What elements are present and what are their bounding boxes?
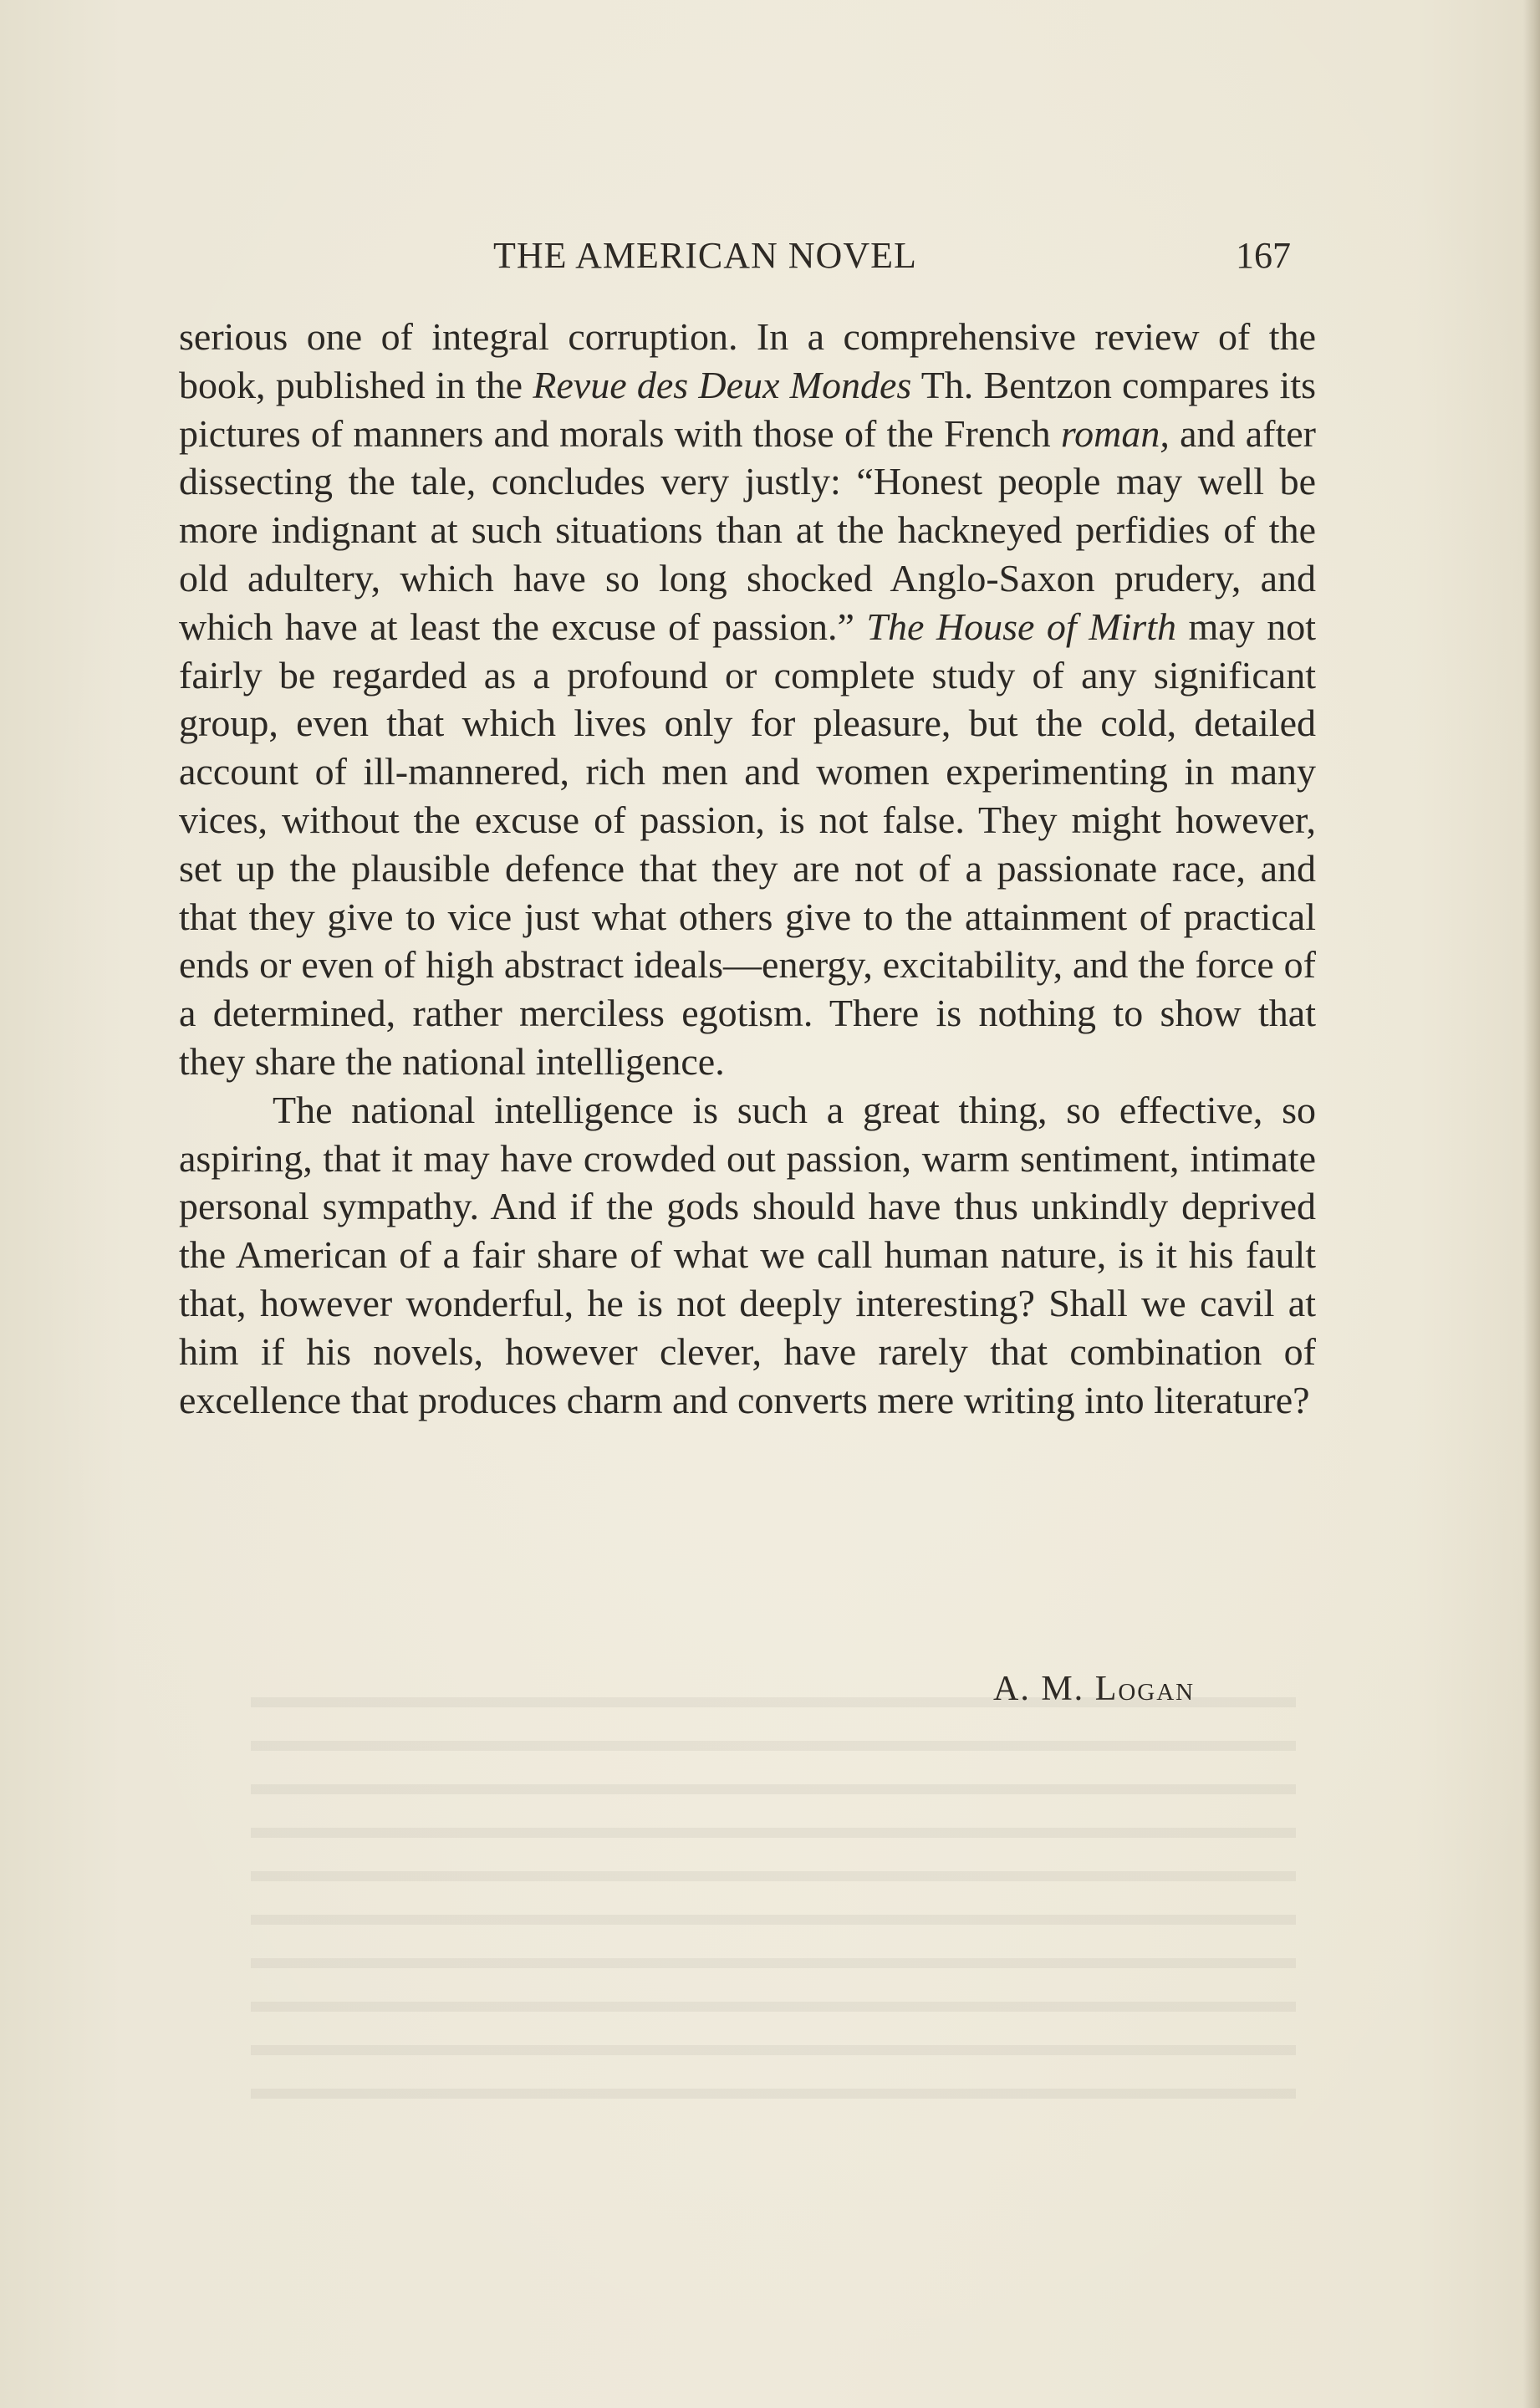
author-initials: A. M.: [993, 1670, 1085, 1708]
italic-title-house-of-mirth: The House of Mirth: [866, 605, 1176, 648]
show-through-texture: [251, 1664, 1296, 2099]
text-segment: The national intelligence is such a great thing, so effective, so aspiring, that it may have crowded out passion, warm sentiment, intimate personal sympathy. And if the gods should have thus unkindly deprived the American of a fair share of what we call human nature, is it his fault that, however wonderful, he is not deeply interesting? Shall we cavil at him if his novels, however clever, have rarely that combination of excellence that produces charm and converts mere writing into literature?: [179, 1088, 1316, 1421]
text-segment: and after dissecting the tale, concludes very justly: “Honest people may well be more indignant at such situations than at the hackneyed perfidies of the old adultery, which have so long shocked Anglo-Saxon prudery, and which have at least the excuse of passion.”: [179, 411, 1316, 648]
author-surname: Logan: [1094, 1670, 1196, 1708]
page-number: 167: [1236, 235, 1291, 276]
page-edge: [1523, 0, 1540, 2408]
text-segment: Th. Bentzon compares its pictures of manners and morals with those of the French: [179, 363, 1316, 455]
body-text: [179, 313, 1316, 1424]
running-head: THE AMERICAN NOVEL: [493, 235, 917, 276]
text-segment: serious one of integral corruption. In a comprehensive review of the book, published in the: [179, 315, 1316, 406]
italic-word-roman: roman,: [1060, 411, 1170, 455]
text-segment: may not fairly be regarded as a profound or complete study of any significant group, even that which lives only for pleasure, but the cold, detailed account of ill-mannered, rich men and women experimenting in many vices, without the excuse of passion, is not false. They might however, set up the plausible defence that they are not of a passionate race, and that they give to vice just what others give to the attainment of practical ends or even of high abstract ideals—energy, excitability, and the force of a determined, rather merciless egotism. There is nothing to show that they share the national intelligence.: [179, 605, 1316, 1083]
paragraph: [179, 313, 1316, 1086]
paragraph: [179, 1086, 1316, 1425]
italic-title-revue: Revue des Deux Mondes: [533, 363, 912, 406]
page-header: [0, 234, 1540, 284]
